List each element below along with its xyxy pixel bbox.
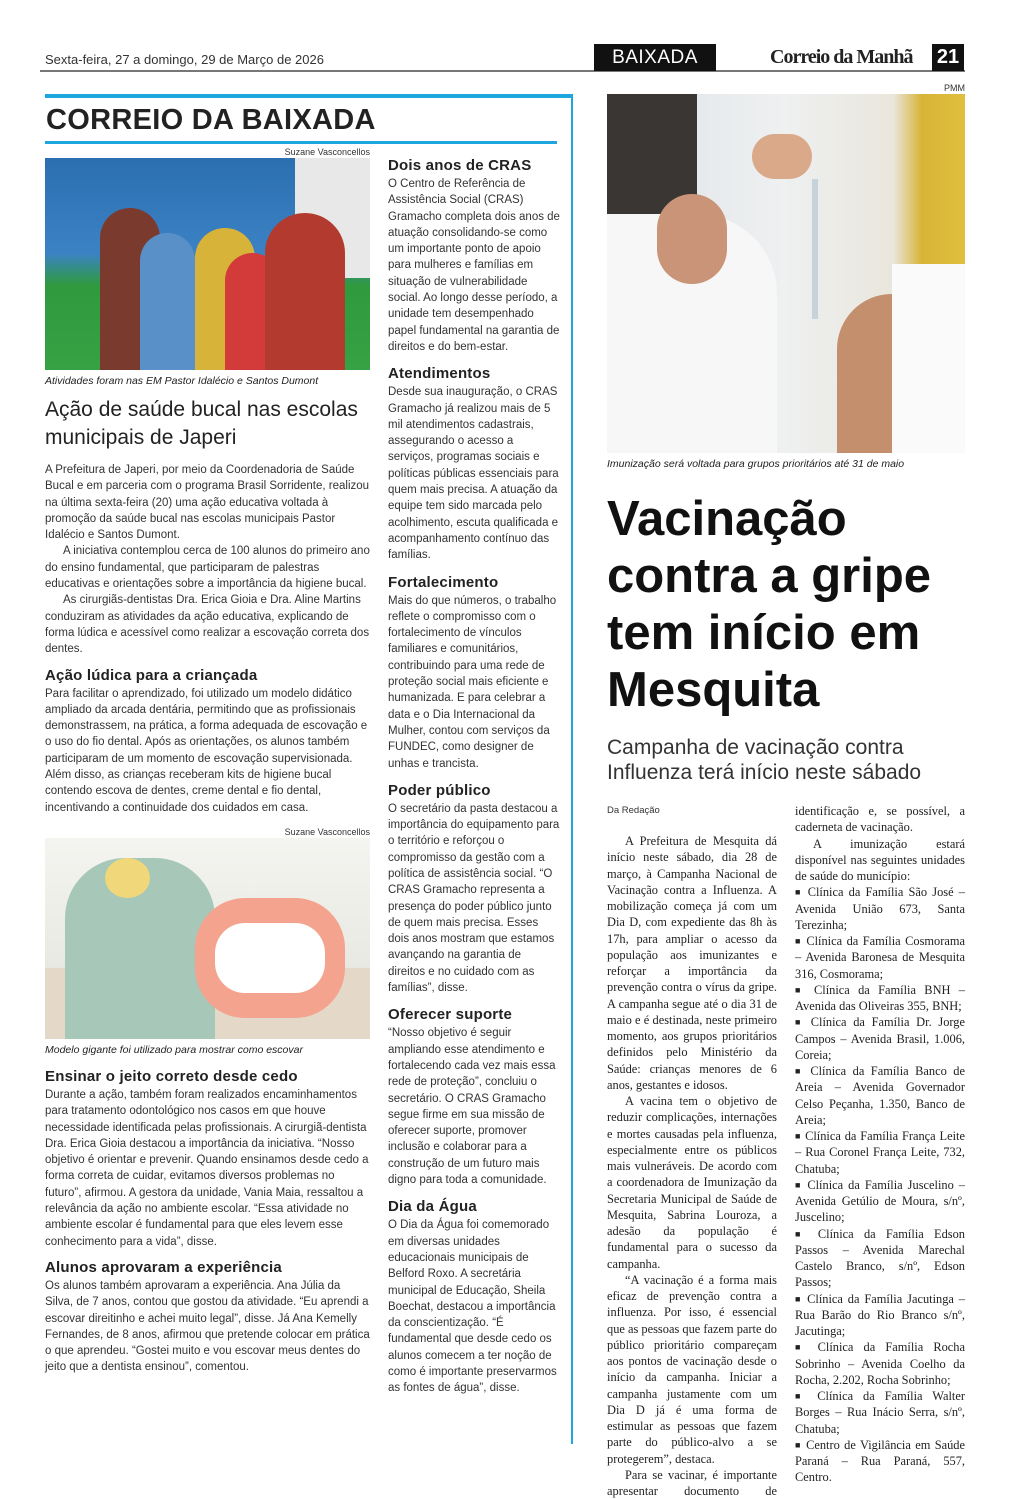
paragraph: A Prefeitura de Japeri, por meio da Coordenadoria de Saúde Bucal e em parceria com o programa Brasil Sorridente, realizou na última sexta-feira (20) uma ação educativa voltada à promoção da saúde bucal nas escolas municipais Pastor Idalécio e Santos Dumont. [45,464,370,542]
square-bullet-icon: ■ [795,1131,802,1141]
square-bullet-icon: ■ [795,887,803,898]
subheading: Dia da Água [388,1198,477,1216]
paragraph: Mais do que números, o trabalho reflete o compromisso com o fortalecimento de vínculos familiares e comunitários, contribuindo para uma rede de proteção social mais eficiente e humanizada. E para celebrar a data e o Dia Internacional da Mulher, contou com serviços da FUNDEC, como designer de unhas e trancista. [388,594,557,770]
square-bullet-icon: ■ [795,1342,808,1353]
subheading: Oferecer suporte [388,1006,513,1024]
page-number: 21 [932,44,964,71]
paragraph: A vacina tem o objetivo de reduzir complicações, internações e mortes causadas pela influenza, especialmente entre os públicos mais vulneráveis. De acordo com a coordenadora de Imunização da Secretaria Municipal de Saúde de Mesquita, Sabrina Louroza, a adesão da população é fundamental para o sucesso da campanha. [607,1094,777,1271]
vaccination-locations-list [795,884,965,1485]
location-item [795,1128,965,1177]
square-bullet-icon: ■ [795,1017,805,1028]
subheading: Fortalecimento [388,573,499,591]
square-bullet-icon: ■ [795,1179,803,1190]
cras-sidebar [388,156,561,1397]
paragraph: Para facilitar o aprendizado, foi utilizado um modelo didático ampliado da arcada dentária, permitindo que as profissionais demonstrassem, na prática, a forma adequada de escovação e o uso do fio dental. Após as orientações, os alunos também participaram de um momento de escovação supervisionada. Além disso, as crianças receberam kits de higiene bucal contendo escova de dentes, creme dental e fio dental, incentivando a continuidade dos cuidados em casa. [45,687,368,814]
location-text: Clínica da Família Juscelino – Avenida Getúlio de Moura, s/nº, Juscelino; [795,1177,965,1225]
article-headline: Ação de saúde bucal nas escolas municipais de Japeri [45,398,358,449]
main-article-body [607,803,965,1499]
location-item [795,1437,965,1486]
section-label: BAIXADA [594,44,716,71]
header-rule [40,70,965,72]
dateline: Sexta-feira, 27 a domingo, 29 de Março de 2026 [45,52,324,67]
subheading: Ensinar o jeito correto desde cedo [45,1067,298,1085]
location-text: Clínica da Família França Leite – Rua Coronel França Leite, 732, Chatuba; [795,1129,965,1176]
location-item [795,1177,965,1226]
photo-credit: Suzane Vasconcellos [284,826,370,837]
subheadline: Campanha de vacinação contra Influenza terá início neste sábado [607,736,922,784]
paragraph: A Prefeitura de Mesquita dá início neste sábado, dia 28 de março, à Campanha Nacional de Vacinação contra a Influenza. A mobilização começa já com um Dia D, com expediente das 8h às 17h, para ampliar o acesso da população aos imunizantes e reforçar a importância da prevenção contra o vírus da gripe. A campanha segue até o dia 31 de maio e é destinada, neste primeiro momento, aos grupos prioritários definidos pelo Ministério da Saúde: crianças menores de 6 anos, gestantes e idosos. [607,834,777,1092]
location-item [795,933,965,982]
subheading: Alunos aprovaram a experiência [45,1258,282,1276]
photo-caption: Modelo gigante foi utilizado para mostrar como escovar [45,1043,303,1056]
photo-caption: Atividades foram nas EM Pastor Idalécio e Santos Dumont [45,375,319,387]
article-body-continued [45,1067,370,1376]
paragraph: Os alunos também aprovaram a experiência. Ana Júlia da Silva, de 7 anos, contou que gostou da atividade. “Eu aprendi a escovar direitinho e achei muito legal”, disse. Já Ana Kemelly Fernandes, de 8 anos, afirmou que pretende colocar em prática o que aprendeu. “Gostei muito e vou escovar meus dentes do jeito que a dentista ensinou”, comentou. [45,1279,370,1374]
square-bullet-icon: ■ [795,1391,808,1401]
byline: Da Redação [607,805,660,816]
paragraph: Desde sua inauguração, o CRAS Gramacho já realizou mais de 5 mil atendimentos cadastrais, assegurando o acesso a serviços, programas sociais e políticas públicas essenciais para quem mais precisa. A atuação da equipe tem sido marcada pelo acolhimento, escuta qualificada e acompanhamento contínuo das famílias. [388,386,559,562]
box-title-rule [45,141,557,144]
subheading: Poder público [388,781,491,799]
paragraph: “Nosso objetivo é seguir ampliando esse atendimento e fortalecendo cada vez mais essa rede de proteção”, concluiu o secretário. O CRAS Gramacho segue firme em sua missão de oferecer suporte, promover inclusão e colaborar para a construção de um futuro mais digno para toda a comunidade. [388,1027,556,1187]
paragraph: O Dia da Água foi comemorado em diversas unidades educacionais municipais de Belford Roxo. A secretária municipal de Educação, Sheila Boechat, destacou a importância da conscientização. “É fundamental que desde cedo os alunos comecem a ter noção de como é importante preservarmos as fontes de água”, disse. [388,1219,557,1395]
location-text: Clínica da Família Walter Borges – Rua Inácio Serra, s/nº, Chatuba; [795,1389,965,1436]
location-item [795,884,965,933]
location-item [795,1014,965,1063]
square-bullet-icon: ■ [795,984,806,995]
photo-caption: Imunização será voltada para grupos prioritários até 31 de maio [607,458,905,470]
box-title: CORREIO DA BAIXADA [46,104,376,136]
paragraph: “A vacinação é a forma mais eficaz de prevenção contra a influenza. Por isso, é essencial que as pessoas que fazem parte do público prioritário compareçam aos pontos de vacinação desde o início da campanha. Iniciar a campanha justamente com um Dia D já é uma forma de estimular as pessoas que fazem parte do público-alvo a se protegerem”, destaca. [607,1272,777,1466]
square-bullet-icon: ■ [795,1228,808,1239]
location-text: Clínica da Família Dr. Jorge Campos – Avenida Brasil, 1.006, Coreia; [795,1015,965,1062]
location-text: Clínica da Família Jacutinga – Rua Barão do Rio Branco s/nº, Jacutinga; [795,1291,965,1338]
paragraph: A iniciativa contemplou cerca de 100 alunos do primeiro ano do ensino fundamental, que participaram de palestras educativas e orientações sobre a importância da higiene bucal. [45,545,370,591]
paragraph: A imunização estará disponível nas seguintes unidades de saúde do município: [795,836,965,883]
location-text: Centro de Vigilância em Saúde Paraná – Rua Paraná, 557, Centro. [795,1437,965,1485]
left-column [45,146,370,1376]
photo-vaccination [607,94,965,453]
article-body [45,462,370,816]
location-item [795,1226,965,1291]
photo-giant-teeth-model [45,838,370,1039]
location-text: Clínica da Família Cosmorama – Avenida Baronesa de Mesquita 316, Cosmorama; [795,934,965,981]
paragraph: As cirurgiãs-dentistas Dra. Erica Gioia e Dra. Aline Martins conduziram as atividades da ação educativa, explicando de forma lúdica e acessível como realizar a escovação correta dos dentes. [45,594,370,656]
square-bullet-icon: ■ [795,1439,802,1450]
location-text: Clínica da Família BNH – Avenida das Oliveiras 355, BNH; [795,982,965,1013]
square-bullet-icon: ■ [795,1293,803,1304]
paragraph: Durante a ação, também foram realizados encaminhamentos para tratamento odontológico nos casos em que houve necessidade identificada pelas profissionais. A cirurgiã-dentista Dra. Erica Gioia destacou a importância da iniciativa. “Nosso objetivo é orientar e prevenir. Quando ensinamos desde cedo a forma correta de cuidar, evitamos diversos problemas no futuro”, afirmou. A gestora da unidade, Vania Maia, ressaltou a relevância da ação no ambiente escolar. “Essa atividade no ambiente escolar é fundamental para que eles levem esse conhecimento para a vida”, disse. [45,1088,369,1248]
location-item [795,1388,965,1437]
subheading: Dois anos de CRAS [388,157,532,174]
location-item [795,1291,965,1340]
paragraph: O secretário da pasta destacou a importância do equipamento para o território e reforçou o compromisso da gestão com a política de assistência social. “O CRAS Gramacho representa a presença do poder público junto de quem mais precisa. Esses dois anos mostram que estamos avançando na garantia de direitos e no cuidado com as famílias”, disse. [388,802,560,995]
location-text: Clínica da Família Banco de Areia – Avenida Governador Celso Peçanha, 1.350, Banco de Areia; [795,1064,966,1127]
photo-credit: Suzane Vasconcellos [284,147,370,157]
square-bullet-icon: ■ [795,936,802,946]
main-headline: Vacinação contra a gripe tem início em Mesquita [607,492,932,717]
paragraph: O Centro de Referência de Assistência Social (CRAS) Gramacho completa dois anos de atuação consolidando-se como um importante ponto de apoio para mulheres e famílias em situação de vulnerabilidade social. Ao longo desse período, a unidade tem desempenhado papel fundamental na garantia de direitos e do bem-estar. [388,178,560,353]
location-item [795,1339,965,1388]
location-item [795,1063,965,1128]
photo-credit: PMM [944,83,965,93]
subheading: Atendimentos [388,365,491,383]
location-text: Clínica da Família Rocha Sobrinho – Avenida Coelho da Rocha, 2.202, Rocha Sobrinho; [795,1340,965,1387]
location-text: Clínica da Família Edson Passos – Avenida Marechal Castelo Branco, s/nº, Edson Passos; [795,1226,966,1290]
location-item [795,982,965,1015]
main-story [607,82,965,1499]
paragraph: Para se vacinar, é importante apresentar documento de identificação e, se possível, a caderneta de vacinação. [607,804,965,1498]
photo-children-with-dentist [45,158,370,370]
location-text: Clínica da Família São José – Avenida União 673, Santa Terezinha; [795,885,965,932]
square-bullet-icon: ■ [795,1066,804,1076]
masthead: Correio da Manhã [770,46,913,68]
subheading: Ação lúdica para a criançada [45,666,258,684]
